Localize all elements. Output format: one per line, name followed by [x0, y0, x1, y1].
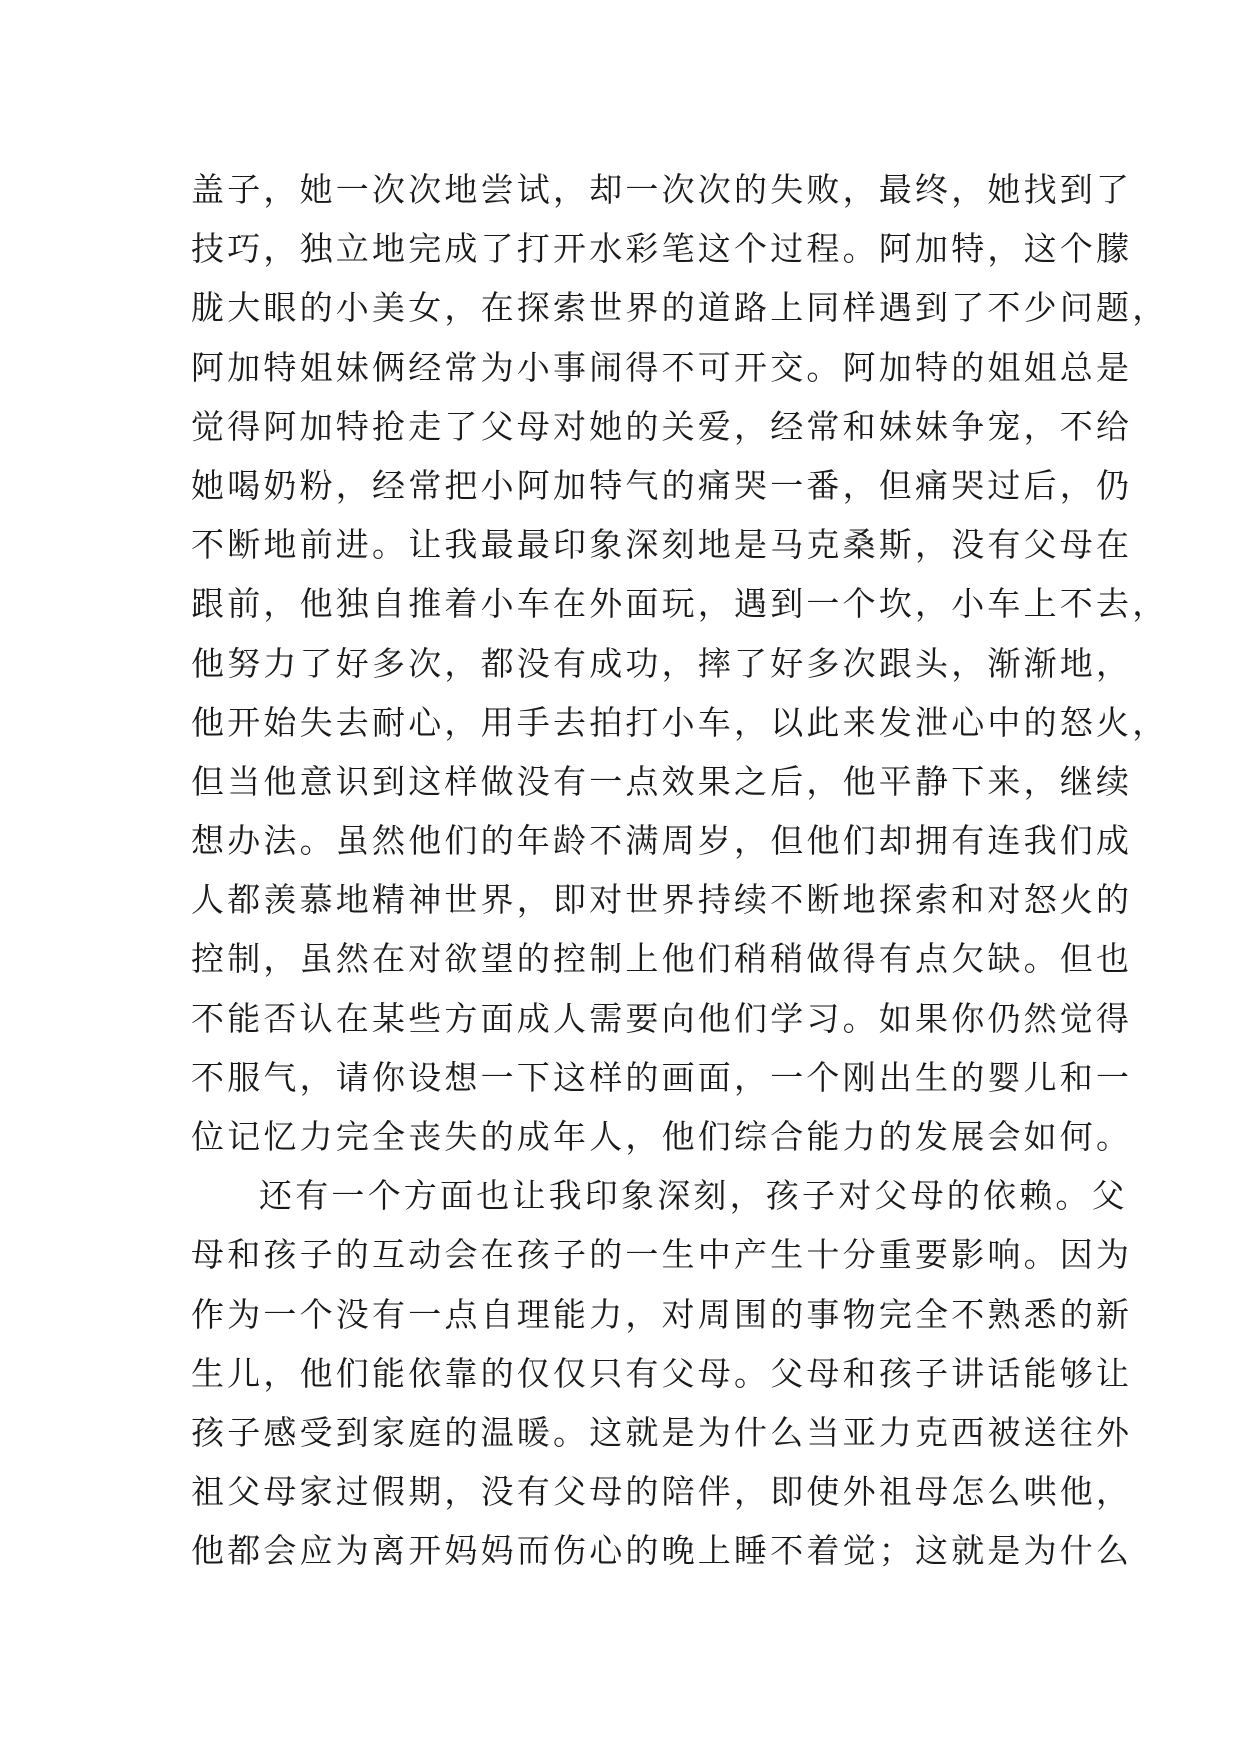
text-line: 母和孩子的互动会在孩子的一生中产生十分重要影响。因为	[191, 1235, 1133, 1275]
text-line: 生儿，他们能依靠的仅仅只有父母。父母和孩子讲话能够让	[191, 1353, 1133, 1393]
text-line: 祖父母家过假期，没有父母的陪伴，即使外祖母怎么哄他，	[191, 1472, 1133, 1512]
paragraph-start-line: 还有一个方面也让我印象深刻，孩子对父母的依赖。父	[259, 1176, 1128, 1216]
text-line: 盖子，她一次次地尝试，却一次次的失败，最终，她找到了	[191, 170, 1133, 209]
text-line: 他开始失去耐心，用手去拍打小车，以此来发泄心中的怒火，	[191, 702, 1169, 742]
text-line: 不服气，请你设想一下这样的画面，一个刚出生的婴儿和一	[191, 1057, 1133, 1097]
text-line: 人都羡慕地精神世界，即对世界持续不断地探索和对怒火的	[191, 880, 1133, 920]
text-line: 跟前，他独自推着小车在外面玩，遇到一个坎，小车上不去，	[191, 584, 1169, 624]
text-line: 作为一个没有一点自理能力，对周围的事物完全不熟悉的新	[191, 1294, 1133, 1334]
text-line: 不能否认在某些方面成人需要向他们学习。如果你仍然觉得	[191, 998, 1133, 1038]
text-line: 位记忆力完全丧失的成年人，他们综合能力的发展会如何。	[191, 1117, 1133, 1156]
text-line: 阿加特姐妹俩经常为小事闹得不可开交。阿加特的姐姐总是	[191, 347, 1133, 387]
text-line: 他努力了好多次，都没有成功，摔了好多次跟头，渐渐地，	[191, 643, 1133, 683]
text-line: 胧大眼的小美女，在探索世界的道路上同样遇到了不少问题，	[191, 288, 1169, 328]
text-line: 孩子感受到家庭的温暖。这就是为什么当亚力克西被送往外	[191, 1412, 1133, 1452]
text-line: 技巧，独立地完成了打开水彩笔这个过程。阿加特，这个朦	[191, 229, 1133, 269]
text-line: 他都会应为离开妈妈而伤心的晚上睡不着觉；这就是为什么	[191, 1531, 1133, 1571]
text-line: 觉得阿加特抢走了父母对她的关爱，经常和妹妹争宠，不给	[191, 406, 1133, 446]
text-line: 不断地前进。让我最最印象深刻地是马克桑斯，没有父母在	[191, 525, 1133, 565]
text-line: 控制，虽然在对欲望的控制上他们稍稍做得有点欠缺。但也	[191, 939, 1133, 979]
text-line: 但当他意识到这样做没有一点效果之后，他平静下来，继续	[191, 761, 1133, 801]
text-line: 她喝奶粉，经常把小阿加特气的痛哭一番，但痛哭过后，仍	[191, 465, 1133, 505]
body-text	[191, 160, 1169, 1581]
text-line: 想办法。虽然他们的年龄不满周岁，但他们却拥有连我们成	[191, 821, 1133, 861]
